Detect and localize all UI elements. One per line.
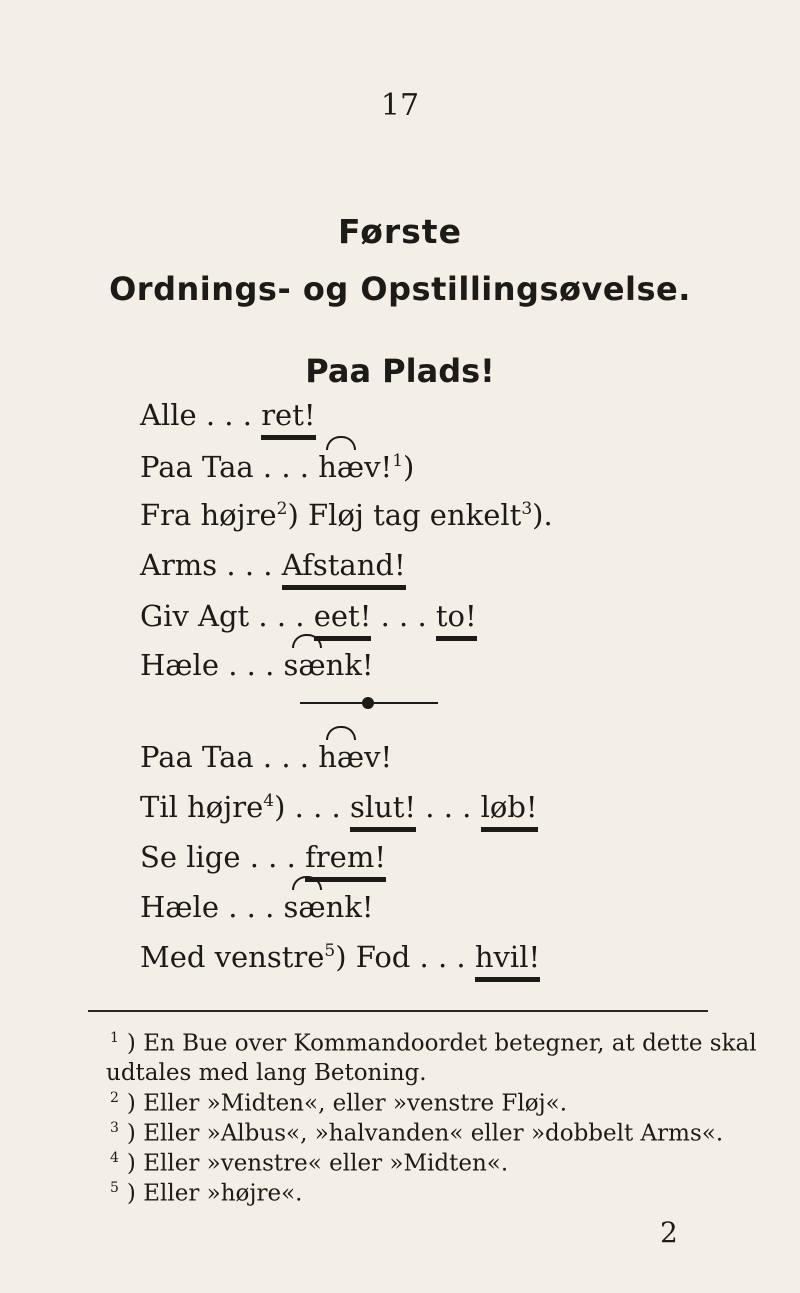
footnote: $^4$ ) Eller »venstre« eller »Midten«.	[110, 1150, 509, 1177]
command-line: Se lige . . . frem!	[140, 840, 386, 874]
footnote: $^1$ ) En Bue over Kommandoordet betegner, at dette skal	[110, 1030, 757, 1057]
command-line: Til højre$^4$) . . . slut! . . . løb!	[140, 790, 538, 824]
page-number: 17	[380, 88, 420, 123]
command-line: Paa Taa . . . hæv!	[140, 740, 393, 774]
command-line: Fra højre$^2$) Fløj tag enkelt$^3$).	[140, 498, 553, 532]
command-line: Paa Taa . . . hæv!$^1$)	[140, 450, 415, 484]
title-line-1: Første	[338, 212, 462, 251]
footnote: $^2$ ) Eller »Midten«, eller »venstre Fløj«.	[110, 1090, 568, 1117]
footnote: udtales med lang Betoning.	[106, 1060, 427, 1086]
command-line: Alle . . . ret!	[140, 398, 316, 432]
section-heading: Paa Plads!	[305, 352, 495, 390]
command-line: Giv Agt . . . eet! . . . to!	[140, 599, 477, 633]
command-line: Arms . . . Afstand!	[140, 548, 406, 582]
command-line: Med venstre$^5$) Fod . . . hvil!	[140, 940, 541, 974]
command-line: Hæle . . . sænk!	[140, 890, 374, 924]
footnote: $^3$ ) Eller »Albus«, »halvanden« eller »dobbelt Arms«.	[110, 1120, 724, 1147]
sheet-signature-mark: 2	[660, 1216, 678, 1249]
divider-ornament-icon	[362, 697, 374, 709]
footnote: $^5$ ) Eller »højre«.	[110, 1180, 303, 1207]
title-line-2: Ordnings- og Opstillingsøvelse.	[109, 270, 691, 308]
command-line: Hæle . . . sænk!	[140, 648, 374, 682]
footnote-rule	[88, 1010, 708, 1012]
